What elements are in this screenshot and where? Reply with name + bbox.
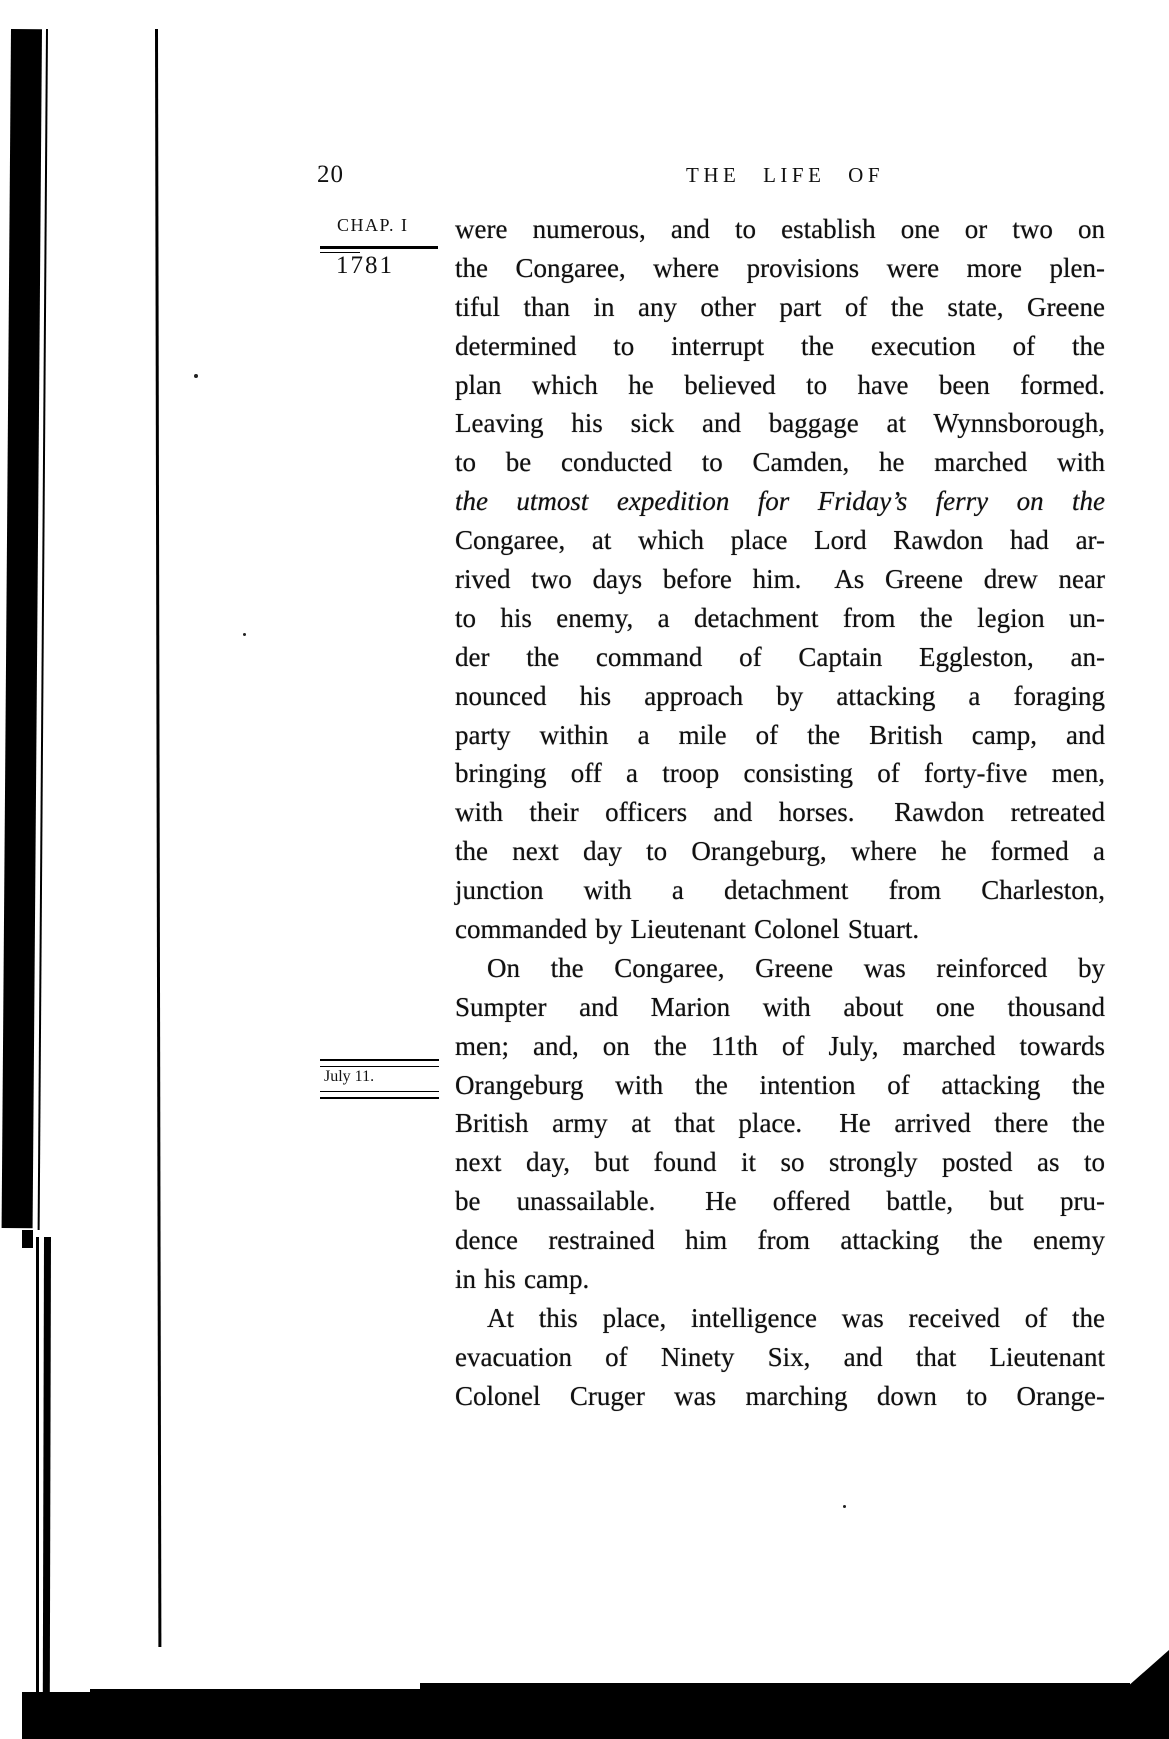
body-text-line: men; and, on the 11th of July, marched towards: [455, 1030, 1105, 1061]
body-text-line: Sumpter and Marion with about one thousand: [455, 991, 1105, 1022]
body-text-line: der the command of Captain Eggleston, an-: [455, 641, 1105, 672]
body-text-line: tiful than in any other part of the state, Greene: [455, 291, 1105, 322]
body-text-line: with their officers and horses. Rawdon retreated: [455, 797, 1105, 828]
margin-note-chapter: CHAP. I: [337, 215, 409, 235]
margin-rule: [320, 1091, 439, 1092]
body-text-line: to be conducted to Camden, he marched with: [455, 447, 1105, 478]
scan-artifact-left-lower-line-b: [43, 1237, 51, 1697]
body-text-line: Leaving his sick and baggage at Wynnsborough,: [455, 408, 1105, 439]
body-text-line: British army at that place. He arrived there the: [455, 1108, 1105, 1139]
scan-speck: [843, 1505, 846, 1508]
body-text: [455, 210, 1105, 1416]
margin-rule: [320, 1066, 439, 1067]
body-text-line: At this place, intelligence was received of the: [487, 1302, 1105, 1333]
scan-artifact-left-hook-mark: [22, 1230, 33, 1248]
body-text-line: commanded by Lieutenant Colonel Stuart.: [455, 914, 920, 945]
body-text-line: the utmost expedition for Friday’s ferry on the: [455, 486, 1105, 517]
scan-artifact-left-black-bar: [2, 29, 42, 1228]
body-text-line: nounced his approach by attacking a foraging: [455, 680, 1105, 711]
scan-artifact-bottom-black-bar: [22, 1692, 1169, 1739]
scan-artifact-page-edge-line: [155, 29, 161, 1647]
running-head: THE LIFE OF: [686, 163, 884, 187]
margin-rule: [320, 1097, 439, 1099]
body-text-line: rived two days before him. As Greene drew near: [455, 564, 1105, 595]
body-text-line: to his enemy, a detachment from the legion un-: [455, 602, 1105, 633]
scan-speck: [194, 374, 198, 378]
body-text-line: Colonel Cruger was marching down to Orange-: [455, 1380, 1105, 1411]
body-text-line: plan which he believed to have been formed.: [455, 369, 1105, 400]
body-text-line: junction with a detachment from Charleston,: [455, 875, 1105, 906]
margin-rule: [320, 1059, 439, 1061]
body-text-line: evacuation of Ninety Six, and that Lieutenant: [455, 1341, 1105, 1372]
body-text-line: next day, but found it so strongly posted as to: [455, 1147, 1105, 1178]
body-text-line: Orangeburg with the intention of attacking the: [455, 1069, 1105, 1100]
margin-note-year: 1781: [336, 252, 394, 279]
body-text-line: bringing off a troop consisting of forty-five men,: [455, 758, 1105, 789]
margin-rule: [320, 246, 438, 249]
body-text-line: the next day to Orangeburg, where he formed a: [455, 836, 1105, 867]
scan-artifact-bottom-bar-step: [420, 1683, 1130, 1695]
scan-artifact-bottom-bar-step: [90, 1689, 430, 1695]
body-text-line: were numerous, and to establish one or two on: [455, 214, 1105, 244]
scan-artifact-left-lower-line-a: [36, 1237, 39, 1697]
body-text-line: in his camp.: [455, 1264, 590, 1295]
scan-speck: [243, 633, 246, 636]
body-text-line: On the Congaree, Greene was reinforced by: [487, 952, 1105, 983]
page-number: 20: [317, 161, 344, 188]
body-text-line: Congaree, at which place Lord Rawdon had ar-: [455, 525, 1105, 556]
body-text-line: the Congaree, where provisions were more plen-: [455, 252, 1105, 283]
margin-note-date: July 11.: [324, 1068, 375, 1085]
body-text-line: determined to interrupt the execution of the: [455, 330, 1105, 361]
scan-artifact-bottom-bar-wedge: [1118, 1650, 1169, 1695]
body-text-line: party within a mile of the British camp, and: [455, 719, 1105, 750]
body-text-line: dence restrained him from attacking the enemy: [455, 1225, 1105, 1256]
body-text-line: be unassailable. He offered battle, but pru-: [455, 1186, 1105, 1217]
